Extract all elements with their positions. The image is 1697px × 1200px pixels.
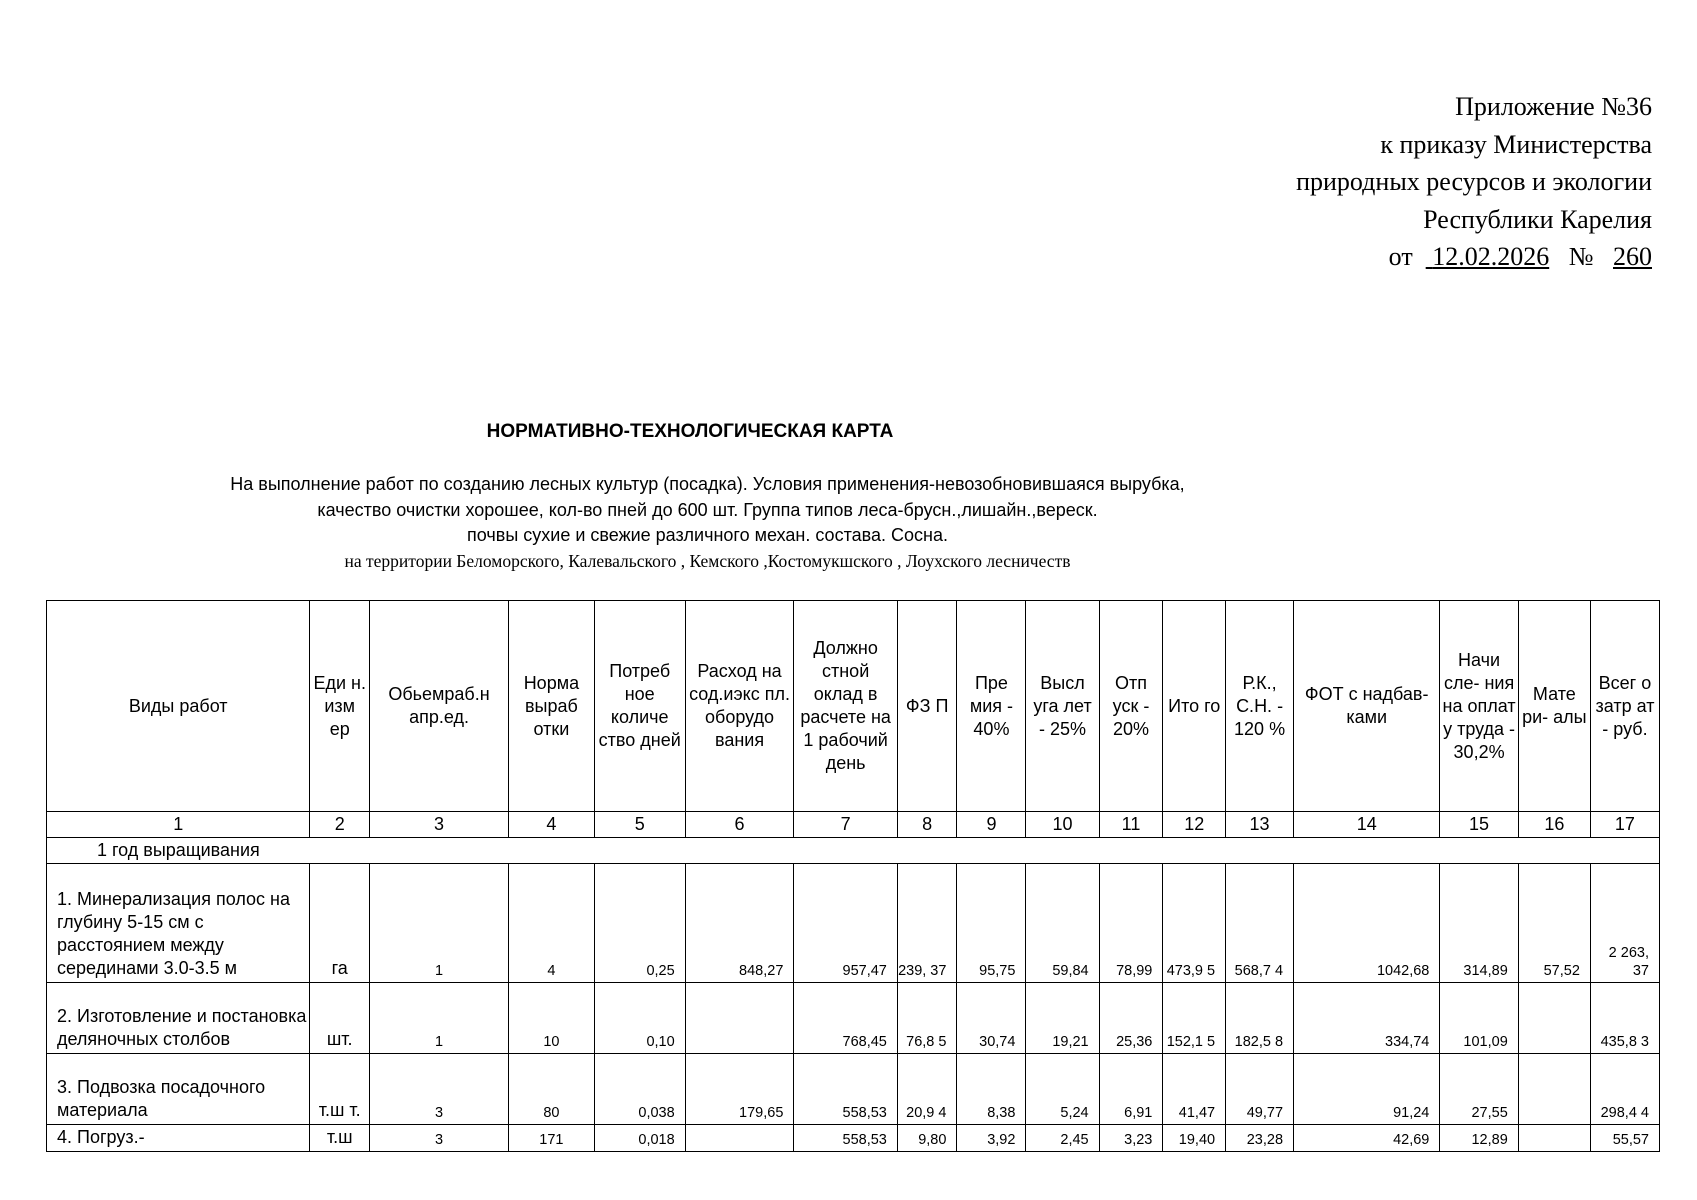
- value-cell: 3: [370, 1125, 509, 1152]
- value-cell: 171: [509, 1125, 595, 1152]
- value-cell: [685, 1125, 794, 1152]
- table-row: [47, 1054, 1660, 1125]
- value-cell: 78,99: [1099, 864, 1163, 983]
- value-cell: 19,40: [1163, 1125, 1226, 1152]
- value-cell: [1518, 1054, 1590, 1125]
- header-cell: Обьемраб.н апр.ед.: [370, 601, 509, 812]
- column-number: 14: [1294, 812, 1440, 838]
- work-name: 1. Минерализация полос на глубину 5-15 см с расстоянием между серединами 3.0-3.5 м: [47, 864, 310, 983]
- value-cell: 2,45: [1026, 1125, 1099, 1152]
- norm-tech-table: [46, 600, 1660, 1152]
- value-cell: 6,91: [1099, 1054, 1163, 1125]
- header-cell: Виды работ: [47, 601, 310, 812]
- header-cell: ФЗ П: [897, 601, 957, 812]
- order-date: 12.02.2026: [1432, 242, 1550, 271]
- value-cell: 76,8 5: [897, 983, 957, 1054]
- value-cell: 3: [370, 1054, 509, 1125]
- value-cell: 41,47: [1163, 1054, 1226, 1125]
- group-label: 1 год выращивания: [47, 838, 1660, 864]
- table-row: [47, 1125, 1660, 1152]
- value-cell: 0,018: [594, 1125, 685, 1152]
- value-cell: 42,69: [1294, 1125, 1440, 1152]
- value-cell: [1518, 983, 1590, 1054]
- value-cell: 5,24: [1026, 1054, 1099, 1125]
- value-cell: 298,4 4: [1590, 1054, 1659, 1125]
- table-header-row: [47, 601, 1660, 812]
- header-cell: Отп уск - 20%: [1099, 601, 1163, 812]
- unit-cell: т.ш т.: [310, 1054, 370, 1125]
- description-line: качество очистки хорошее, кол-во пней до 600 шт. Группа типов леса-брусн.,лишайн.,вереск.: [317, 499, 1098, 520]
- value-cell: 8,38: [957, 1054, 1026, 1125]
- value-cell: 152,1 5: [1163, 983, 1226, 1054]
- value-cell: 334,74: [1294, 983, 1440, 1054]
- header-cell: Должно стной оклад в расчете на 1 рабочий день: [794, 601, 897, 812]
- column-number: 15: [1440, 812, 1518, 838]
- value-cell: [685, 983, 794, 1054]
- appendix-block: [1052, 88, 1652, 276]
- order-number: 260: [1613, 242, 1652, 271]
- header-cell: Норма выраб отки: [509, 601, 595, 812]
- column-number-row: [47, 812, 1660, 838]
- description-line: почвы сухие и свежие различного механ. состава. Сосна.: [467, 525, 948, 545]
- document-title: НОРМАТИВНО-ТЕХНОЛОГИЧЕСКАЯ КАРТА: [486, 421, 894, 442]
- header-cell: Мате ри- алы: [1518, 601, 1590, 812]
- value-cell: 95,75: [957, 864, 1026, 983]
- value-cell: 25,36: [1099, 983, 1163, 1054]
- appendix-date-line: [1052, 238, 1652, 276]
- value-cell: 473,9 5: [1163, 864, 1226, 983]
- value-cell: 3,23: [1099, 1125, 1163, 1152]
- value-cell: 314,89: [1440, 864, 1518, 983]
- column-number: 17: [1590, 812, 1659, 838]
- column-number: 10: [1026, 812, 1099, 838]
- value-cell: 30,74: [957, 983, 1026, 1054]
- value-cell: 55,57: [1590, 1125, 1659, 1152]
- value-cell: 20,9 4: [897, 1054, 957, 1125]
- header-cell: Еди н. изм ер: [310, 601, 370, 812]
- header-cell: ФОТ с надбав-ками: [1294, 601, 1440, 812]
- number-sign: №: [1568, 242, 1594, 271]
- column-number: 5: [594, 812, 685, 838]
- work-name: 3. Подвозка посадочного материала: [47, 1054, 310, 1125]
- value-cell: 2 263, 37: [1590, 864, 1659, 983]
- value-cell: [1518, 1125, 1590, 1152]
- value-cell: 57,52: [1518, 864, 1590, 983]
- value-cell: 568,7 4: [1226, 864, 1294, 983]
- value-cell: 59,84: [1026, 864, 1099, 983]
- value-cell: 9,80: [897, 1125, 957, 1152]
- value-cell: 435,8 3: [1590, 983, 1659, 1054]
- work-name: 4. Погруз.-: [47, 1125, 310, 1152]
- unit-cell: га: [310, 864, 370, 983]
- header-cell: Высл уга лет - 25%: [1026, 601, 1099, 812]
- header-cell: Ито го: [1163, 601, 1226, 812]
- value-cell: 1042,68: [1294, 864, 1440, 983]
- value-cell: 23,28: [1226, 1125, 1294, 1152]
- table-row: [47, 983, 1660, 1054]
- value-cell: 182,5 8: [1226, 983, 1294, 1054]
- appendix-line: природных ресурсов и экологии: [1296, 167, 1652, 196]
- value-cell: 0,25: [594, 864, 685, 983]
- appendix-line: Приложение №36: [1455, 92, 1652, 121]
- column-number: 7: [794, 812, 897, 838]
- value-cell: 558,53: [794, 1054, 897, 1125]
- value-cell: 957,47: [794, 864, 897, 983]
- header-cell: Всег о затр ат - руб.: [1590, 601, 1659, 812]
- value-cell: 12,89: [1440, 1125, 1518, 1152]
- value-cell: 179,65: [685, 1054, 794, 1125]
- value-cell: 0,038: [594, 1054, 685, 1125]
- column-number: 11: [1099, 812, 1163, 838]
- column-number: 12: [1163, 812, 1226, 838]
- column-number: 16: [1518, 812, 1590, 838]
- value-cell: 49,77: [1226, 1054, 1294, 1125]
- value-cell: 27,55: [1440, 1054, 1518, 1125]
- value-cell: 0,10: [594, 983, 685, 1054]
- column-number: 8: [897, 812, 957, 838]
- value-cell: 4: [509, 864, 595, 983]
- column-number: 4: [509, 812, 595, 838]
- document-description: [0, 472, 1415, 574]
- table-row: [47, 864, 1660, 983]
- column-number: 13: [1226, 812, 1294, 838]
- header-cell: Пре мия - 40%: [957, 601, 1026, 812]
- column-number: 3: [370, 812, 509, 838]
- header-cell: Р.К., С.Н. - 120 %: [1226, 601, 1294, 812]
- column-number: 9: [957, 812, 1026, 838]
- unit-cell: шт.: [310, 983, 370, 1054]
- column-number: 1: [47, 812, 310, 838]
- appendix-line: к приказу Министерства: [1380, 129, 1652, 159]
- value-cell: 10: [509, 983, 595, 1054]
- value-cell: 3,92: [957, 1125, 1026, 1152]
- value-cell: 101,09: [1440, 983, 1518, 1054]
- value-cell: 1: [370, 983, 509, 1054]
- from-label: от: [1388, 242, 1413, 271]
- value-cell: 19,21: [1026, 983, 1099, 1054]
- column-number: 6: [685, 812, 794, 838]
- header-cell: Начи сле- ния на оплат у труда - 30,2%: [1440, 601, 1518, 812]
- value-cell: 768,45: [794, 983, 897, 1054]
- work-name: 2. Изготовление и постановка деляночных столбов: [47, 983, 310, 1054]
- value-cell: 848,27: [685, 864, 794, 983]
- value-cell: 239, 37: [897, 864, 957, 983]
- value-cell: 80: [509, 1054, 595, 1125]
- description-line: На выполнение работ по созданию лесных культур (посадка). Условия применения-невозобновившаяся вырубка,: [230, 474, 1185, 494]
- value-cell: 558,53: [794, 1125, 897, 1152]
- header-cell: Расход на сод.иэкс пл. оборудо вания: [685, 601, 794, 812]
- header-cell: Потреб ное количе ство дней: [594, 601, 685, 812]
- appendix-line: Республики Карелия: [1423, 204, 1652, 234]
- unit-cell: т.ш: [310, 1125, 370, 1152]
- group-row: [47, 838, 1660, 864]
- column-number: 2: [310, 812, 370, 838]
- value-cell: 91,24: [1294, 1054, 1440, 1125]
- description-territory: на территории Беломорского, Калевальского , Кемского ,Костомукшского , Лоухского лесничеств: [344, 550, 1071, 571]
- value-cell: 1: [370, 864, 509, 983]
